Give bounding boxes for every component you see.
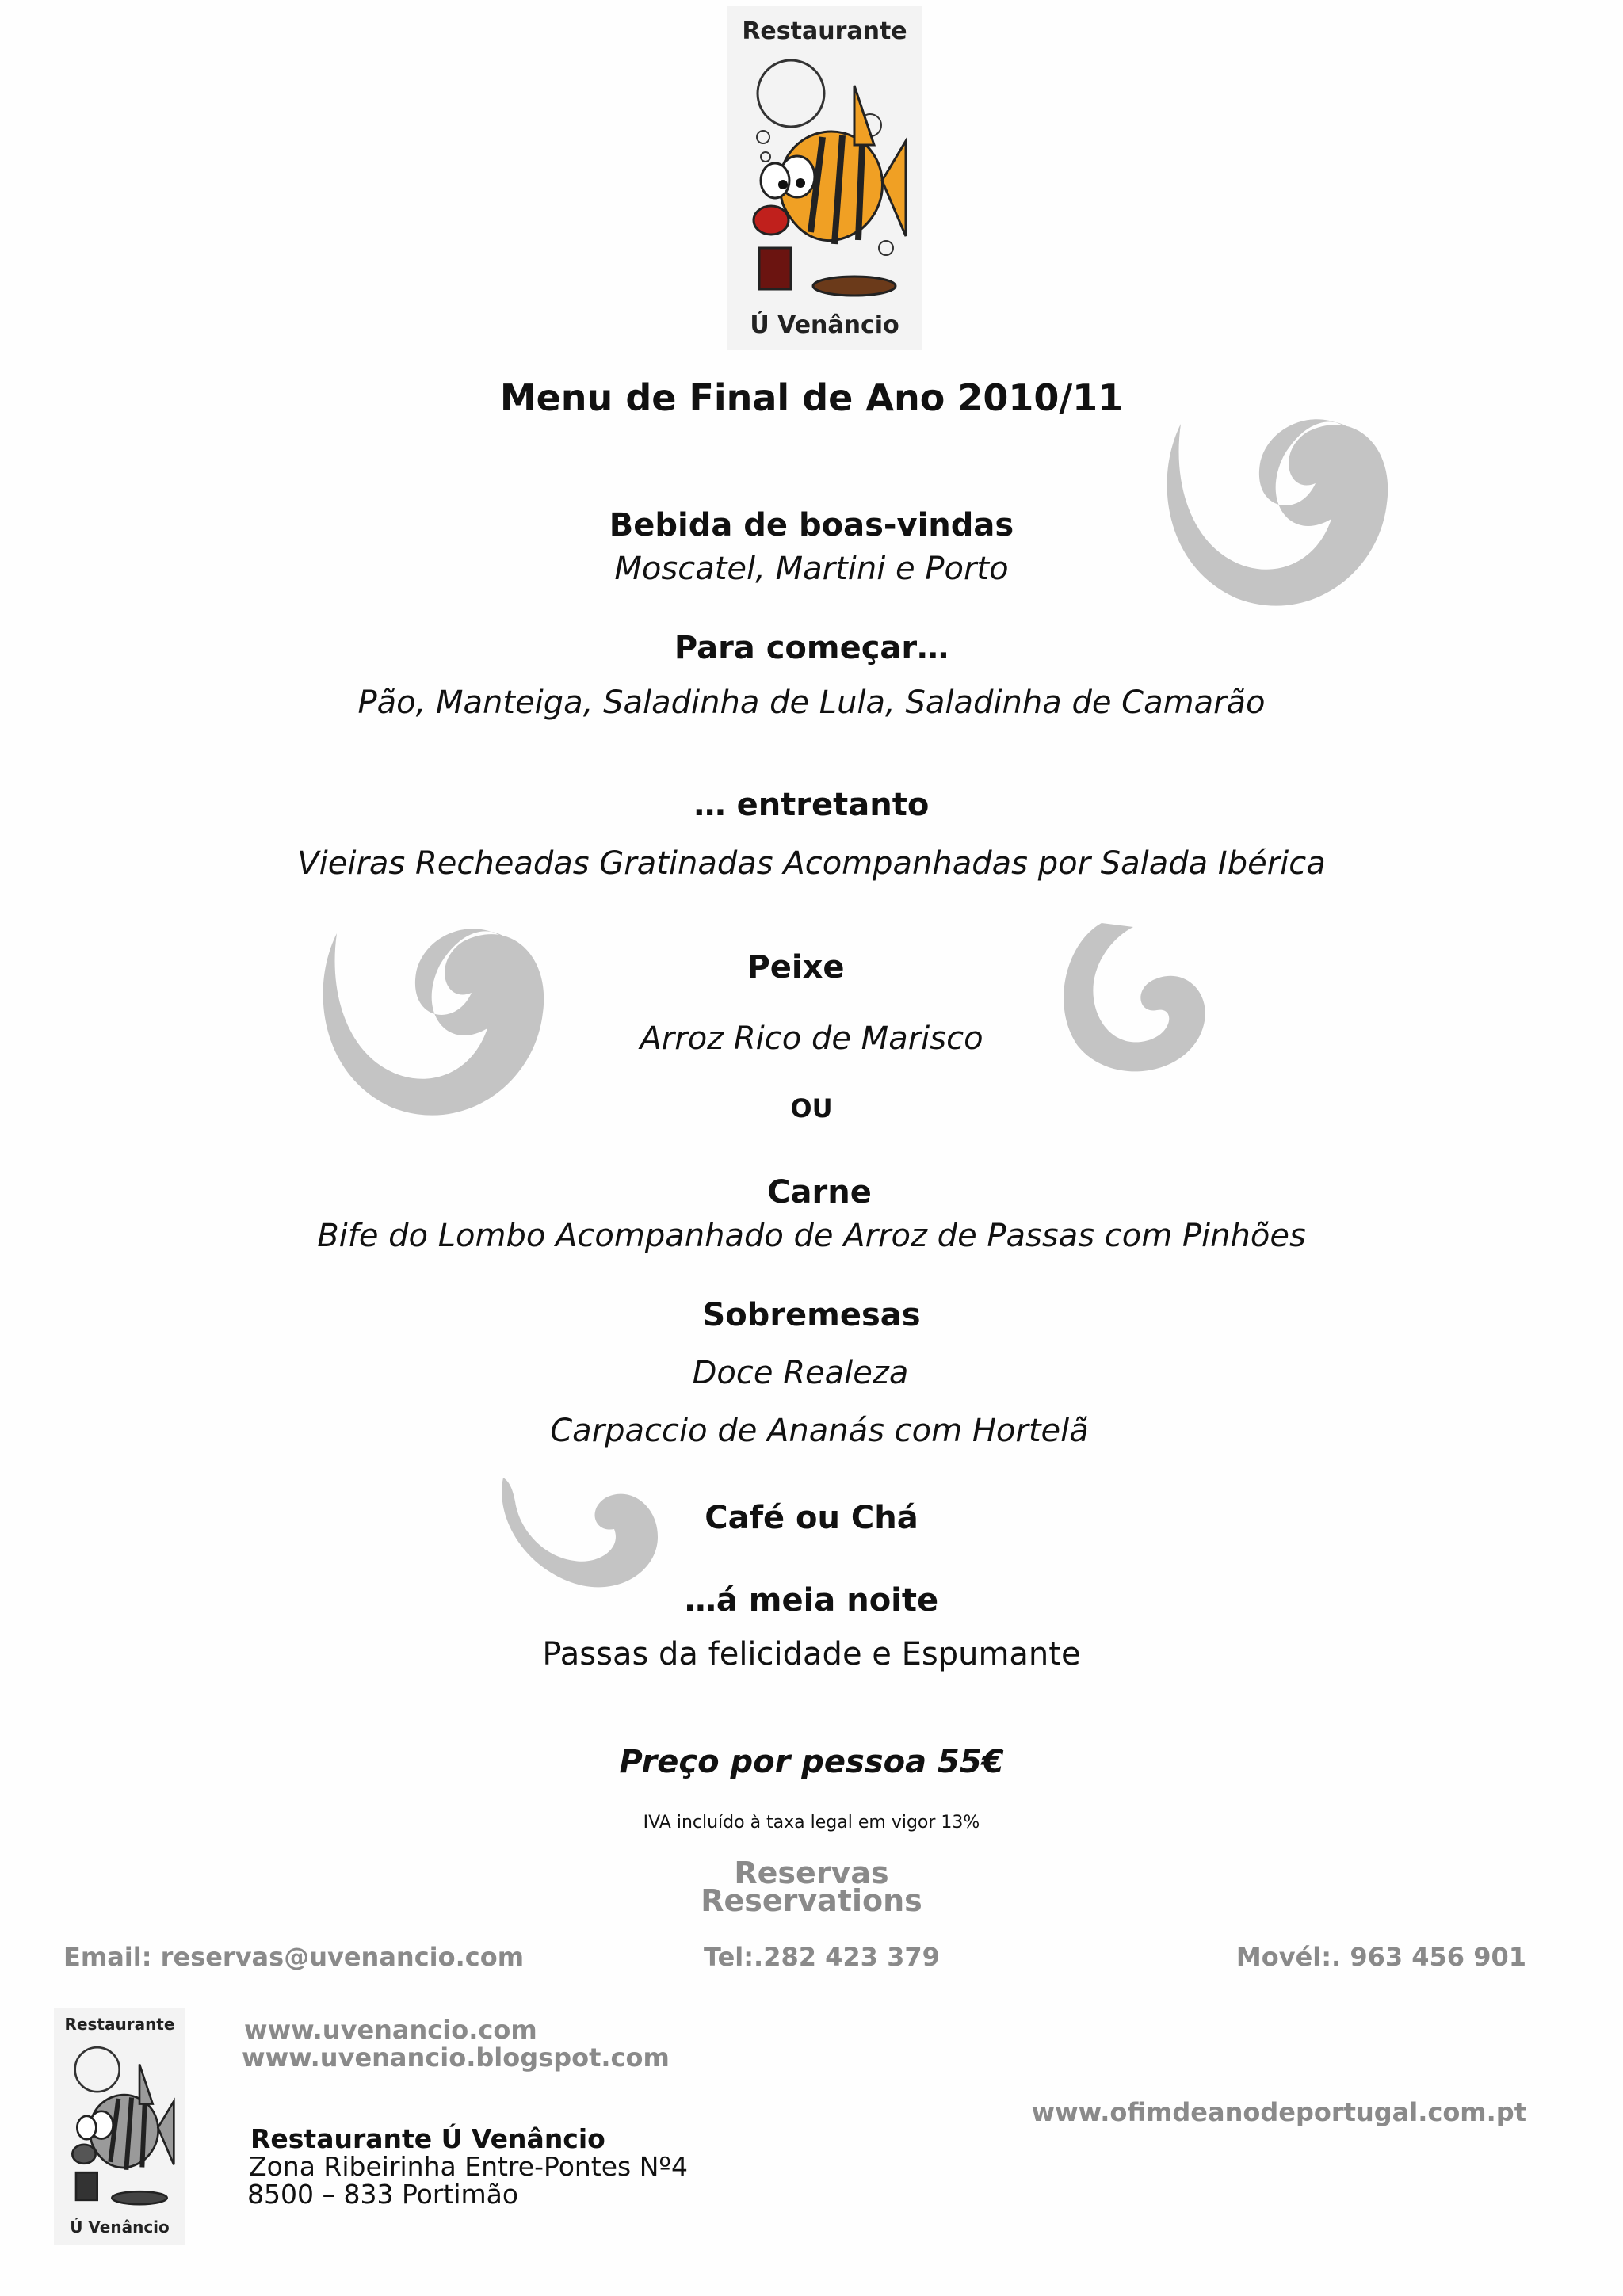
welcome-item: Moscatel, Martini e Porto [614, 551, 1009, 587]
reservations-heading: Reservas [734, 1855, 889, 1890]
restaurant-name: Restaurante Ú Venâncio [250, 2123, 605, 2154]
dessert-item-2: Carpaccio de Ananás com Hortelã [550, 1413, 1089, 1449]
new-year-site-link[interactable]: www.ofimdeanodeportugal.com.pt [1031, 2097, 1526, 2127]
address-line-2: 8500 – 833 Portimão [247, 2179, 519, 2210]
welcome-heading: Bebida de boas-vindas [609, 507, 1014, 543]
meanwhile-item: Vieiras Recheadas Gratinadas Acompanhadas por Salada Ibérica [297, 845, 1326, 882]
coffee-heading: Café ou Chá [705, 1500, 918, 1536]
fish-heading: Peixe [747, 949, 845, 986]
or-label: OU [790, 1093, 833, 1123]
website-link[interactable]: www.uvenancio.com [244, 2015, 537, 2045]
phone-contact: Tel:.282 423 379 [704, 1942, 940, 1972]
restaurant-logo [727, 6, 922, 350]
starter-heading: Para começar… [674, 630, 949, 666]
logo-bottom-text: Ú Venâncio [750, 311, 899, 339]
footer-logo [54, 2008, 185, 2245]
price-per-person: Preço por pessoa 55€ [619, 1744, 1004, 1780]
tax-note: IVA incluído à taxa legal em vigor 13% [643, 1813, 980, 1833]
address-line-1: Zona Ribeirinha Entre-Pontes Nº4 [249, 2151, 688, 2182]
reservations-heading-en: Reservations [701, 1883, 922, 1918]
logo-top-text: Restaurante [742, 17, 907, 45]
menu-title: Menu de Final de Ano 2010/11 [499, 376, 1124, 419]
dessert-item-1: Doce Realeza [692, 1355, 909, 1391]
fish-item: Arroz Rico de Marisco [640, 1020, 983, 1057]
blog-link[interactable]: www.uvenancio.blogspot.com [242, 2042, 670, 2073]
email-contact: Email: reservas@uvenancio.com [63, 1942, 525, 1972]
starter-item: Pão, Manteiga, Saladinha de Lula, Saladinha de Camarão [357, 685, 1266, 721]
midnight-heading: …á meia noite [684, 1582, 939, 1619]
footer-logo-bottom-text: Ú Venâncio [70, 2218, 170, 2237]
dessert-heading: Sobremesas [702, 1297, 921, 1333]
meanwhile-heading: … entretanto [693, 787, 930, 823]
fish-icon-grey [60, 2039, 179, 2217]
meat-item: Bife do Lombo Acompanhado de Arroz de Passas com Pinhões [317, 1218, 1306, 1254]
meat-heading: Carne [767, 1174, 872, 1211]
footer-logo-top-text: Restaurante [64, 2015, 175, 2034]
mobile-contact: Movél:. 963 456 901 [1235, 1942, 1526, 1972]
fish-icon [735, 50, 914, 311]
midnight-item: Passas da felicidade e Espumante [542, 1636, 1081, 1672]
